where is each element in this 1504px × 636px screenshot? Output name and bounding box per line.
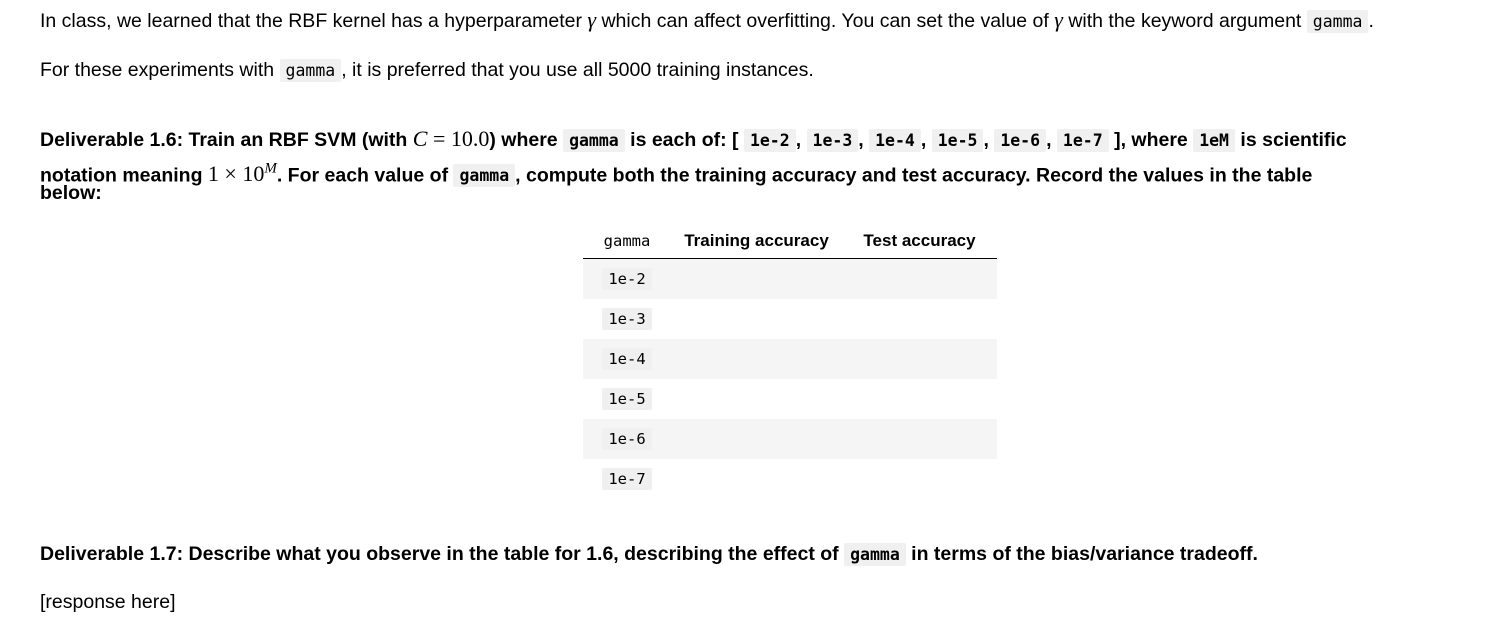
intro-line-2 xyxy=(40,58,814,83)
gamma-cell: 1e-4 xyxy=(583,339,671,379)
intro-line-1 xyxy=(40,8,1374,34)
inline-code-gamma: gamma xyxy=(563,129,625,152)
deliverable-text: ], where xyxy=(1108,129,1194,151)
gamma-cell: 1e-6 xyxy=(583,419,671,459)
training-accuracy-cell xyxy=(671,379,842,419)
deliverable-1-6-line-2 xyxy=(40,157,1312,188)
deliverable-text: in terms of the bias/variance tradeoff. xyxy=(905,543,1258,565)
header-test-accuracy: Test accuracy xyxy=(842,224,997,259)
deliverable-text: is scientific xyxy=(1235,129,1347,151)
gamma-value-code: 1e-6 xyxy=(994,129,1046,152)
training-accuracy-cell xyxy=(671,299,842,339)
deliverable-text: ) where xyxy=(489,129,564,151)
table-row xyxy=(583,339,997,379)
table-row xyxy=(583,459,997,499)
gamma-symbol: γ xyxy=(587,7,597,32)
training-accuracy-cell xyxy=(671,259,842,300)
math-c-equals: C = 10.0 xyxy=(412,126,490,151)
intro-text: For these experiments with xyxy=(40,59,280,81)
inline-code-gamma: gamma xyxy=(844,543,906,566)
table-row xyxy=(583,419,997,459)
test-accuracy-cell xyxy=(842,379,997,419)
deliverable-text: Deliverable 1.7: Describe what you observe in the table for 1.6, describing the effect of xyxy=(40,543,845,565)
deliverable-text: Deliverable 1.6: Train an RBF SVM (with xyxy=(40,129,413,151)
gamma-cell: 1e-3 xyxy=(583,299,671,339)
header-gamma: gamma xyxy=(583,224,671,259)
deliverable-text: . For each value of xyxy=(276,164,454,187)
intro-text: which can affect overfitting. You can set the value of xyxy=(596,10,1055,32)
deliverable-text: is each of: [ xyxy=(624,129,744,151)
header-training-accuracy: Training accuracy xyxy=(671,224,842,259)
table-header-row xyxy=(583,224,997,259)
inline-code-gamma: gamma xyxy=(1307,10,1369,33)
intro-text: , it is preferred that you use all 5000 training instances. xyxy=(341,59,814,81)
gamma-cell: 1e-2 xyxy=(583,259,671,300)
gamma-value-code: 1e-2 xyxy=(744,129,796,152)
deliverable-1-6-line-3: below: xyxy=(40,182,102,204)
test-accuracy-cell xyxy=(842,339,997,379)
inline-code-gamma: gamma xyxy=(280,59,342,82)
test-accuracy-cell xyxy=(842,299,997,339)
table-row xyxy=(583,379,997,419)
gamma-value-code: 1e-3 xyxy=(807,129,859,152)
intro-text: . xyxy=(1368,10,1374,32)
results-table xyxy=(583,224,997,499)
gamma-value-code: 1e-4 xyxy=(869,129,921,152)
deliverable-1-6-line-1: Deliverable 1.6: Train an RBF SVM (with C = 10.0) where gamma is each of: [ 1e-2 , 1e-3 , 1e-4 , 1e-5 , 1e-6 , 1e-7 ], where 1eM is scientific xyxy=(40,126,1347,151)
gamma-cell: 1e-7 xyxy=(583,459,671,499)
training-accuracy-cell xyxy=(671,419,842,459)
test-accuracy-cell xyxy=(842,259,997,300)
gamma-value-code: 1e-7 xyxy=(1057,129,1109,152)
response-placeholder[interactable]: [response here] xyxy=(40,591,176,613)
gamma-cell: 1e-5 xyxy=(583,379,671,419)
deliverable-text: notation meaning xyxy=(40,164,208,187)
intro-text: In class, we learned that the RBF kernel has a hyperparameter xyxy=(40,10,588,32)
gamma-value-code: 1e-5 xyxy=(932,129,984,152)
gamma-symbol: γ xyxy=(1054,7,1063,32)
intro-text: with the keyword argument xyxy=(1062,10,1307,32)
table-row xyxy=(583,259,997,300)
inline-code-1em: 1eM xyxy=(1193,129,1235,152)
test-accuracy-cell xyxy=(842,459,997,499)
deliverable-text: , compute both the training accuracy and test accuracy. Record the values in the table xyxy=(515,164,1313,187)
training-accuracy-cell xyxy=(671,339,842,379)
table-row xyxy=(583,299,997,339)
test-accuracy-cell xyxy=(842,419,997,459)
inline-code-gamma: gamma xyxy=(453,164,515,187)
math-sci-notation: $1 \times 10^M$ xyxy=(207,161,277,187)
deliverable-1-7 xyxy=(40,542,1258,567)
training-accuracy-cell xyxy=(671,459,842,499)
